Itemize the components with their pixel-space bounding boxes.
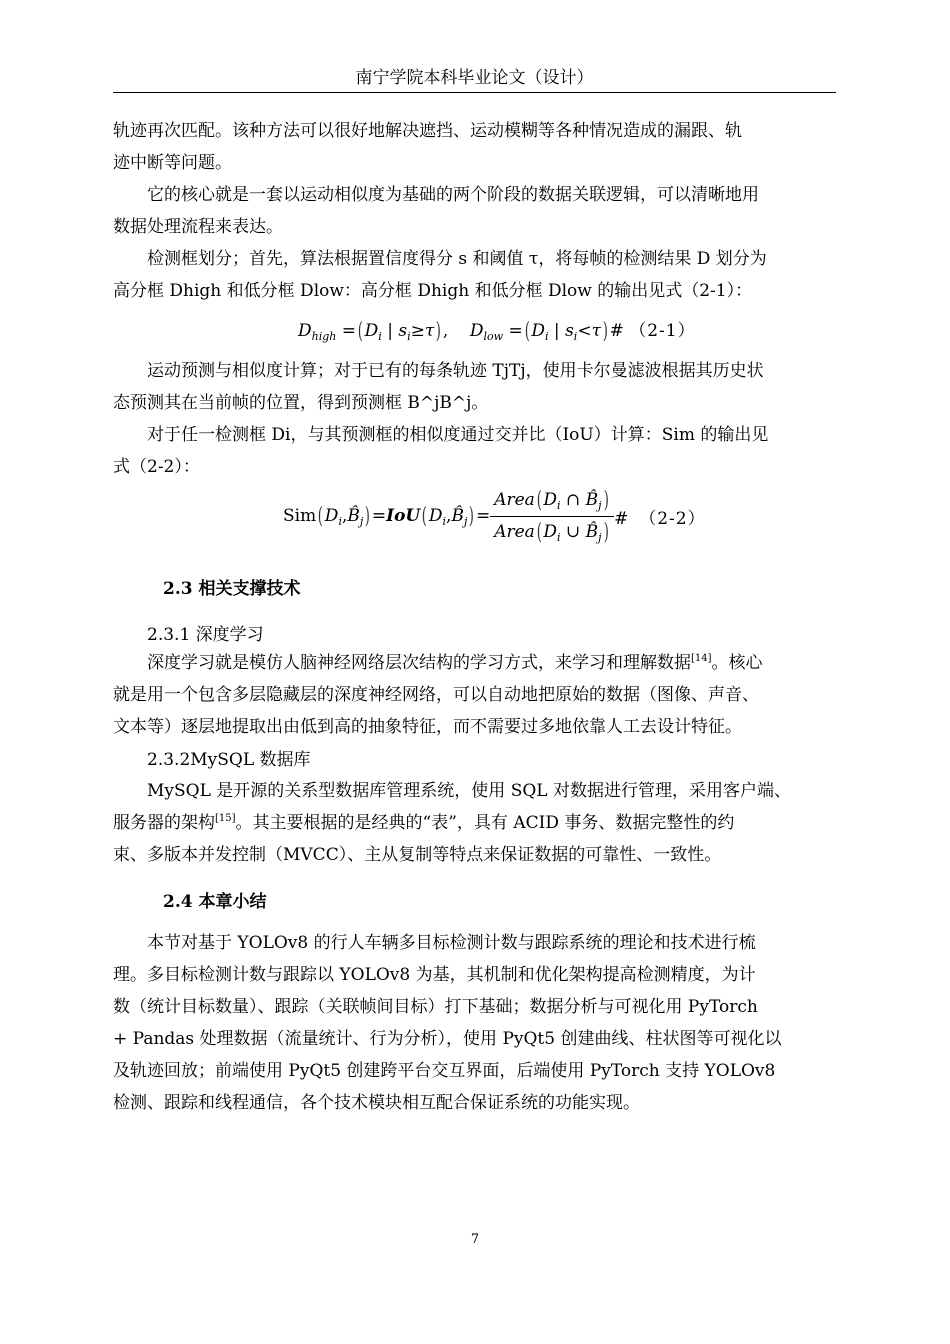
eq-symbol: <τ	[577, 321, 601, 341]
eq-subscript: i	[573, 330, 578, 343]
text-line: 就是用一个包含多层隐藏层的深度神经网络，可以自动地把原始的数据（图像、声音、	[113, 685, 759, 705]
paragraph-8	[113, 927, 841, 1119]
text-line: 轨迹再次匹配。该种方法可以很好地解决遮挡、运动模糊等各种情况造成的漏跟、轨	[113, 121, 742, 141]
text-line: 高分框 Dhigh 和低分框 Dlow：高分框 Dhigh 和低分框 Dlow 的输出见式（2-1）：	[113, 281, 753, 301]
paragraph-4	[113, 355, 841, 419]
equation-2-2	[283, 488, 706, 545]
text-line: 检测、跟踪和线程通信，各个技术模块相互配合保证系统的功能实现。	[113, 1093, 640, 1113]
eq-brace: )	[469, 504, 475, 529]
eq-denominator	[490, 517, 614, 545]
paragraph-5	[113, 419, 841, 483]
paragraph-7	[113, 775, 841, 871]
text-line: 检测框划分；首先，算法根据置信度得分 s 和阈值 τ，将每帧的检测结果 D 划分为	[147, 249, 767, 269]
paragraph-2	[113, 179, 841, 243]
eq-symbol: #	[614, 509, 629, 529]
eq-symbol: ,	[341, 506, 348, 526]
eq-symbol: |	[553, 321, 560, 341]
section-heading-2-3: 2.3 相关支撑技术	[163, 579, 301, 599]
eq-symbol: s	[398, 321, 408, 341]
eq-lhs	[283, 504, 490, 529]
paragraph-3	[113, 243, 841, 307]
running-header: 南宁学院本科毕业论文（设计）	[355, 68, 594, 88]
text-run: 服务器的架构	[113, 813, 215, 833]
eq-symbol: B̂	[585, 490, 599, 510]
equation-number: （2-2）	[639, 509, 706, 529]
text-line: 本节对基于 YOLOv8 的行人车辆多目标检测计数与跟踪系统的理论和技术进行梳	[147, 933, 756, 953]
text-line: 数（统计目标数量）、跟踪（关联帧间目标）打下基础；数据分析与可视化用 PyTorch	[113, 997, 758, 1017]
eq-symbol: =	[475, 506, 491, 526]
text-line: 式（2-2）：	[113, 457, 200, 477]
eq-symbol: D	[543, 522, 558, 542]
eq-subscript: i	[557, 499, 561, 512]
text-run: 。核心	[711, 653, 763, 673]
eq-numerator	[490, 488, 614, 517]
eq-brace: (	[536, 520, 542, 545]
eq-symbol: |	[387, 321, 393, 341]
text-line: + Pandas 处理数据（流量统计、行为分析），使用 PyQt5 创建曲线、柱状图等可视化以	[113, 1029, 782, 1049]
eq-symbol: ∩	[565, 490, 581, 510]
eq-subscript: i	[378, 330, 382, 343]
eq-brace: (	[421, 504, 428, 529]
header-rule	[113, 92, 836, 93]
eq-brace: )	[603, 520, 609, 545]
eq-symbol: ≥τ	[410, 321, 435, 341]
text-line: 理。多目标检测计数与跟踪以 YOLOv8 为基，其机制和优化架构提高检测精度，为计	[113, 965, 756, 985]
citation-ref: [14]	[691, 653, 712, 664]
eq-symbol: IoU	[386, 506, 421, 526]
eq-symbol: D	[531, 321, 545, 341]
section-heading-2-4: 2.4 本章小结	[163, 892, 267, 912]
eq-subscript: high	[311, 330, 337, 343]
eq-symbol: B̂	[585, 522, 599, 542]
paragraph-6	[113, 647, 841, 743]
citation-ref: [15]	[215, 813, 236, 824]
eq-symbol: ∪	[565, 522, 581, 542]
eq-symbol: D	[543, 490, 558, 510]
page-number: 7	[470, 1232, 480, 1247]
eq-brace: (	[524, 319, 530, 344]
eq-subscript: i	[544, 330, 549, 343]
eq-symbol: B̂	[451, 506, 464, 526]
eq-subscript: i	[442, 515, 447, 528]
eq-subscript: low	[483, 330, 504, 343]
text-line: 态预测其在当前帧的位置，得到预测框 B^jB^j。	[113, 393, 489, 413]
eq-subscript: i	[338, 515, 342, 528]
equation-number: （2-1）	[629, 321, 696, 341]
text-line: 数据处理流程来表达。	[113, 217, 283, 237]
subsection-heading-2-3-1: 2.3.1 深度学习	[147, 625, 264, 645]
text-line	[113, 647, 841, 679]
eq-subscript: j	[463, 515, 468, 528]
eq-symbol: D	[469, 321, 484, 341]
text-line: 迹中断等问题。	[113, 153, 232, 173]
text-line: 束、多版本并发控制（MVCC）、主从复制等特点来保证数据的可靠性、一致性。	[113, 845, 722, 865]
eq-symbol: ,	[442, 321, 449, 341]
eq-brace: )	[435, 319, 442, 344]
text-line: 运动预测与相似度计算；对于已有的每条轨迹 TjTj，使用卡尔曼滤波根据其历史状	[147, 361, 764, 381]
eq-symbol: s	[565, 321, 574, 341]
eq-fraction	[490, 488, 614, 545]
eq-subscript: i	[557, 531, 561, 544]
eq-symbol: D	[364, 321, 379, 341]
eq-brace: )	[365, 504, 371, 529]
eq-symbol: ,	[446, 506, 452, 526]
eq-brace: )	[603, 488, 609, 513]
text-line: 对于任一检测框 Di，与其预测框的相似度通过交并比（IoU）计算：Sim 的输出见	[147, 425, 769, 445]
eq-brace: )	[602, 319, 608, 344]
eq-brace: (	[317, 504, 324, 529]
text-run: 。其主要根据的是经典的“表”，具有 ACID 事务、数据完整性的约	[235, 813, 735, 833]
eq-symbol: Area	[494, 522, 535, 542]
eq-symbol: Sim	[283, 506, 317, 526]
eq-tail	[614, 504, 705, 529]
equation-2-1	[298, 316, 696, 344]
eq-subscript: j	[598, 499, 602, 512]
eq-symbol: =	[341, 321, 357, 341]
eq-symbol: #	[609, 321, 624, 341]
text-line: 文本等）逐层地提取出由低到高的抽象特征，而不需要过多地依靠人工去设计特征。	[113, 717, 742, 737]
text-line: 及轨迹回放；前端使用 PyQt5 创建跨平台交互界面，后端使用 PyTorch 支持 YOLOv8	[113, 1061, 776, 1081]
eq-brace: (	[536, 488, 542, 513]
eq-subscript: i	[407, 330, 411, 343]
eq-symbol: D	[324, 506, 339, 526]
eq-symbol: D	[428, 506, 443, 526]
eq-symbol: =	[508, 321, 523, 341]
text-line: MySQL 是开源的关系型数据库管理系统，使用 SQL 对数据进行管理，采用客户端、	[147, 781, 791, 801]
eq-brace: (	[357, 319, 363, 344]
subsection-heading-2-3-2: 2.3.2MySQL 数据库	[147, 750, 311, 770]
eq-subscript: j	[359, 515, 364, 528]
text-run: 深度学习就是模仿人脑神经网络层次结构的学习方式，来学习和理解数据	[147, 653, 691, 673]
paragraph-1	[113, 115, 841, 179]
eq-symbol: =	[371, 506, 387, 526]
eq-symbol: D	[298, 321, 312, 341]
eq-subscript: j	[598, 531, 602, 544]
text-line	[113, 807, 841, 839]
text-line: 它的核心就是一套以运动相似度为基础的两个阶段的数据关联逻辑，可以清晰地用	[147, 185, 759, 205]
eq-symbol: Area	[494, 490, 535, 510]
eq-symbol: B̂	[347, 506, 360, 526]
